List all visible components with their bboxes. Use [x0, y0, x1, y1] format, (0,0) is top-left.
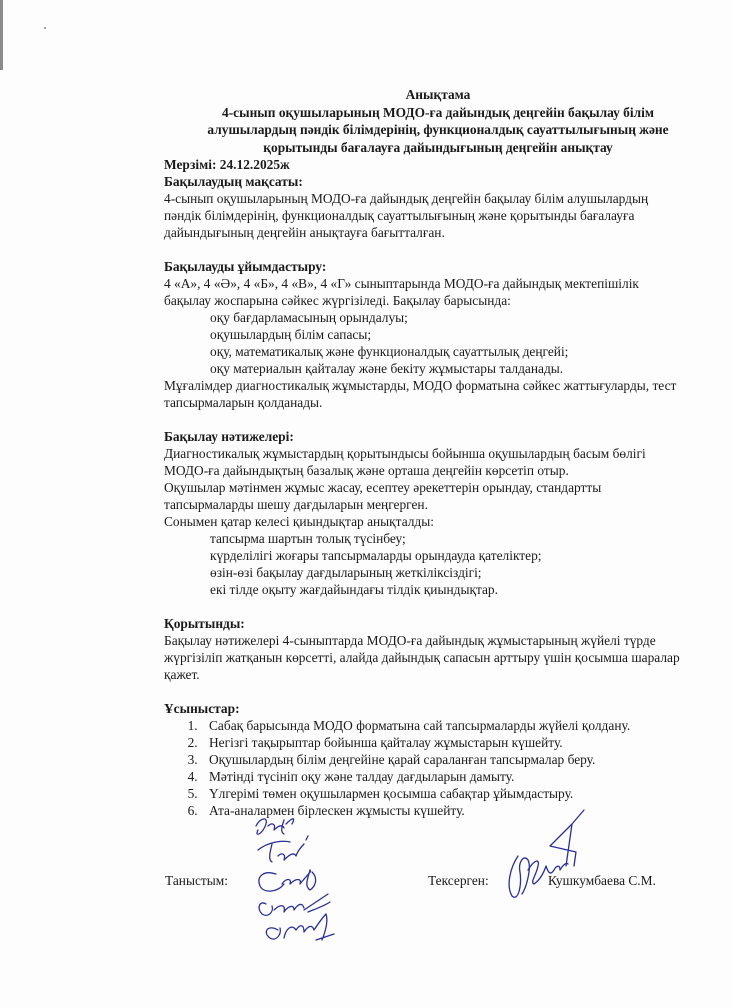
results-item: өзін-өзі бақылау дағдыларының жеткіліксіздігі; [210, 565, 482, 580]
results-line: Оқушылар мәтінмен жұмыс жасау, есептеу әрекеттерін орындау, стандартты [164, 480, 602, 495]
purpose-line: дайындығының деңгейін анықтауға бағытталған. [164, 225, 445, 240]
acquainted-label: Таныстым: [165, 873, 228, 888]
organization-heading: Бақылауды ұйымдастыру: [164, 259, 327, 274]
recommendation-item: 6. Ата-аналармен бірлескен жұмысты күшейту. [201, 802, 724, 819]
spacer [164, 241, 724, 258]
results-line: МОДО-ға дайындықтың базалық және орташа деңгейін көрсетіп отыр. [164, 463, 569, 478]
document-title [158, 86, 718, 156]
conclusion-heading: Қорытынды: [164, 616, 245, 631]
organization-line: бақылау жоспарына сәйкес жүргізіледі. Бақылау барысында: [164, 293, 511, 308]
purpose-heading: Бақылаудың мақсаты: [164, 174, 303, 189]
recommendation-item: 5. Үлгерімі төмен оқушылармен қосымша сабақтар ұйымдастыру. [201, 785, 724, 802]
purpose-line: 4-сынып оқушыларының МОДО-ға дайындық деңгейін бақылау білім алушылардың [164, 191, 649, 206]
organization-line: тапсырмаларын қолданады. [164, 395, 323, 410]
document-date: Мерзімі: 24.12.2025ж [164, 157, 290, 172]
recommendation-item: 3. Оқушылардың білім деңгейіне қарай сараланған тапсырмалар беру. [201, 751, 724, 768]
conclusion-line: қажет. [164, 667, 200, 682]
document-body [164, 86, 724, 819]
results-line: Сонымен қатар келесі қиындықтар анықталды: [164, 514, 434, 529]
conclusion-line: Бақылау нәтижелері 4-сыныптарда МОДО-ға дайындық жұмыстарының жүйелі түрде [164, 633, 656, 648]
recommendation-item: 1. Сабақ барысында МОДО форматына сай тапсырмаларды жүйелі қолдану. [201, 717, 724, 734]
spacer [164, 683, 724, 700]
conclusion-line: жүргізіліп жатқанын көрсетті, алайда дайындық сапасын арттыру үшін қосымша шаралар [164, 650, 680, 665]
scan-speck [44, 27, 46, 29]
spacer [164, 411, 724, 428]
title-line: 4-сынып оқушыларының МОДО-ға дайындық деңгейін бақылау білім [222, 104, 654, 120]
results-item: күрделілігі жоғары тапсырмаларды орындауда қателіктер; [210, 548, 542, 563]
organization-line: Мұғалімдер диагностикалық жұмыстарды, МОДО форматына сәйкес жаттығуларды, тест [164, 378, 677, 393]
organization-item: оқу бағдарламасының орындалуы; [210, 310, 408, 325]
acquainted-signatures [238, 812, 348, 952]
recommendation-item: 4. Мәтінді түсініп оқу және талдау дағдыларын дамыту. [201, 768, 724, 785]
recommendations-heading: Ұсыныстар: [164, 701, 240, 716]
title-line: қорытынды бағалауға дайындығының деңгейін анықтау [263, 139, 613, 155]
organization-item: оқу материалын қайталау және бекіту жұмыстары талданады. [210, 361, 564, 376]
recommendations-list [164, 717, 724, 819]
purpose-line: пәндік білімдерінің, функционалдық сауаттылығының және қорытынды бағалауға [164, 208, 635, 223]
organization-line: 4 «А», 4 «Ә», 4 «Б», 4 «В», 4 «Г» сыныптарында МОДО-ға дайындық мектепішілік [164, 276, 639, 291]
checker-signature [500, 806, 590, 906]
scan-edge [0, 0, 3, 70]
title-line: Анықтама [405, 87, 471, 102]
results-line: Диагностикалық жұмыстардың қорытындысы бойынша оқушылардың басым бөлігі [164, 446, 646, 461]
results-item: тапсырма шартын толық түсінбеу; [210, 531, 406, 546]
organization-item: оқушылардың білім сапасы; [210, 327, 372, 342]
checker-name: Кушкумбаева С.М. [548, 873, 656, 888]
organization-item: оқу, математикалық және функционалдық сауаттылық деңгейі; [210, 344, 569, 359]
spacer [164, 598, 724, 615]
recommendation-item: 2. Негізгі тақырыптар бойынша қайталау жұмыстарын күшейту. [201, 734, 724, 751]
checked-label: Тексерген: [428, 873, 489, 888]
results-heading: Бақылау нәтижелері: [164, 429, 294, 444]
results-line: тапсырмаларды шешу дағдыларын меңгерген. [164, 497, 428, 512]
title-line: алушылардың пәндік білімдерінің, функционалдық сауаттылығының және [207, 122, 669, 137]
results-item: екі тілде оқыту жағдайындағы тілдік қиындықтар. [210, 582, 498, 597]
